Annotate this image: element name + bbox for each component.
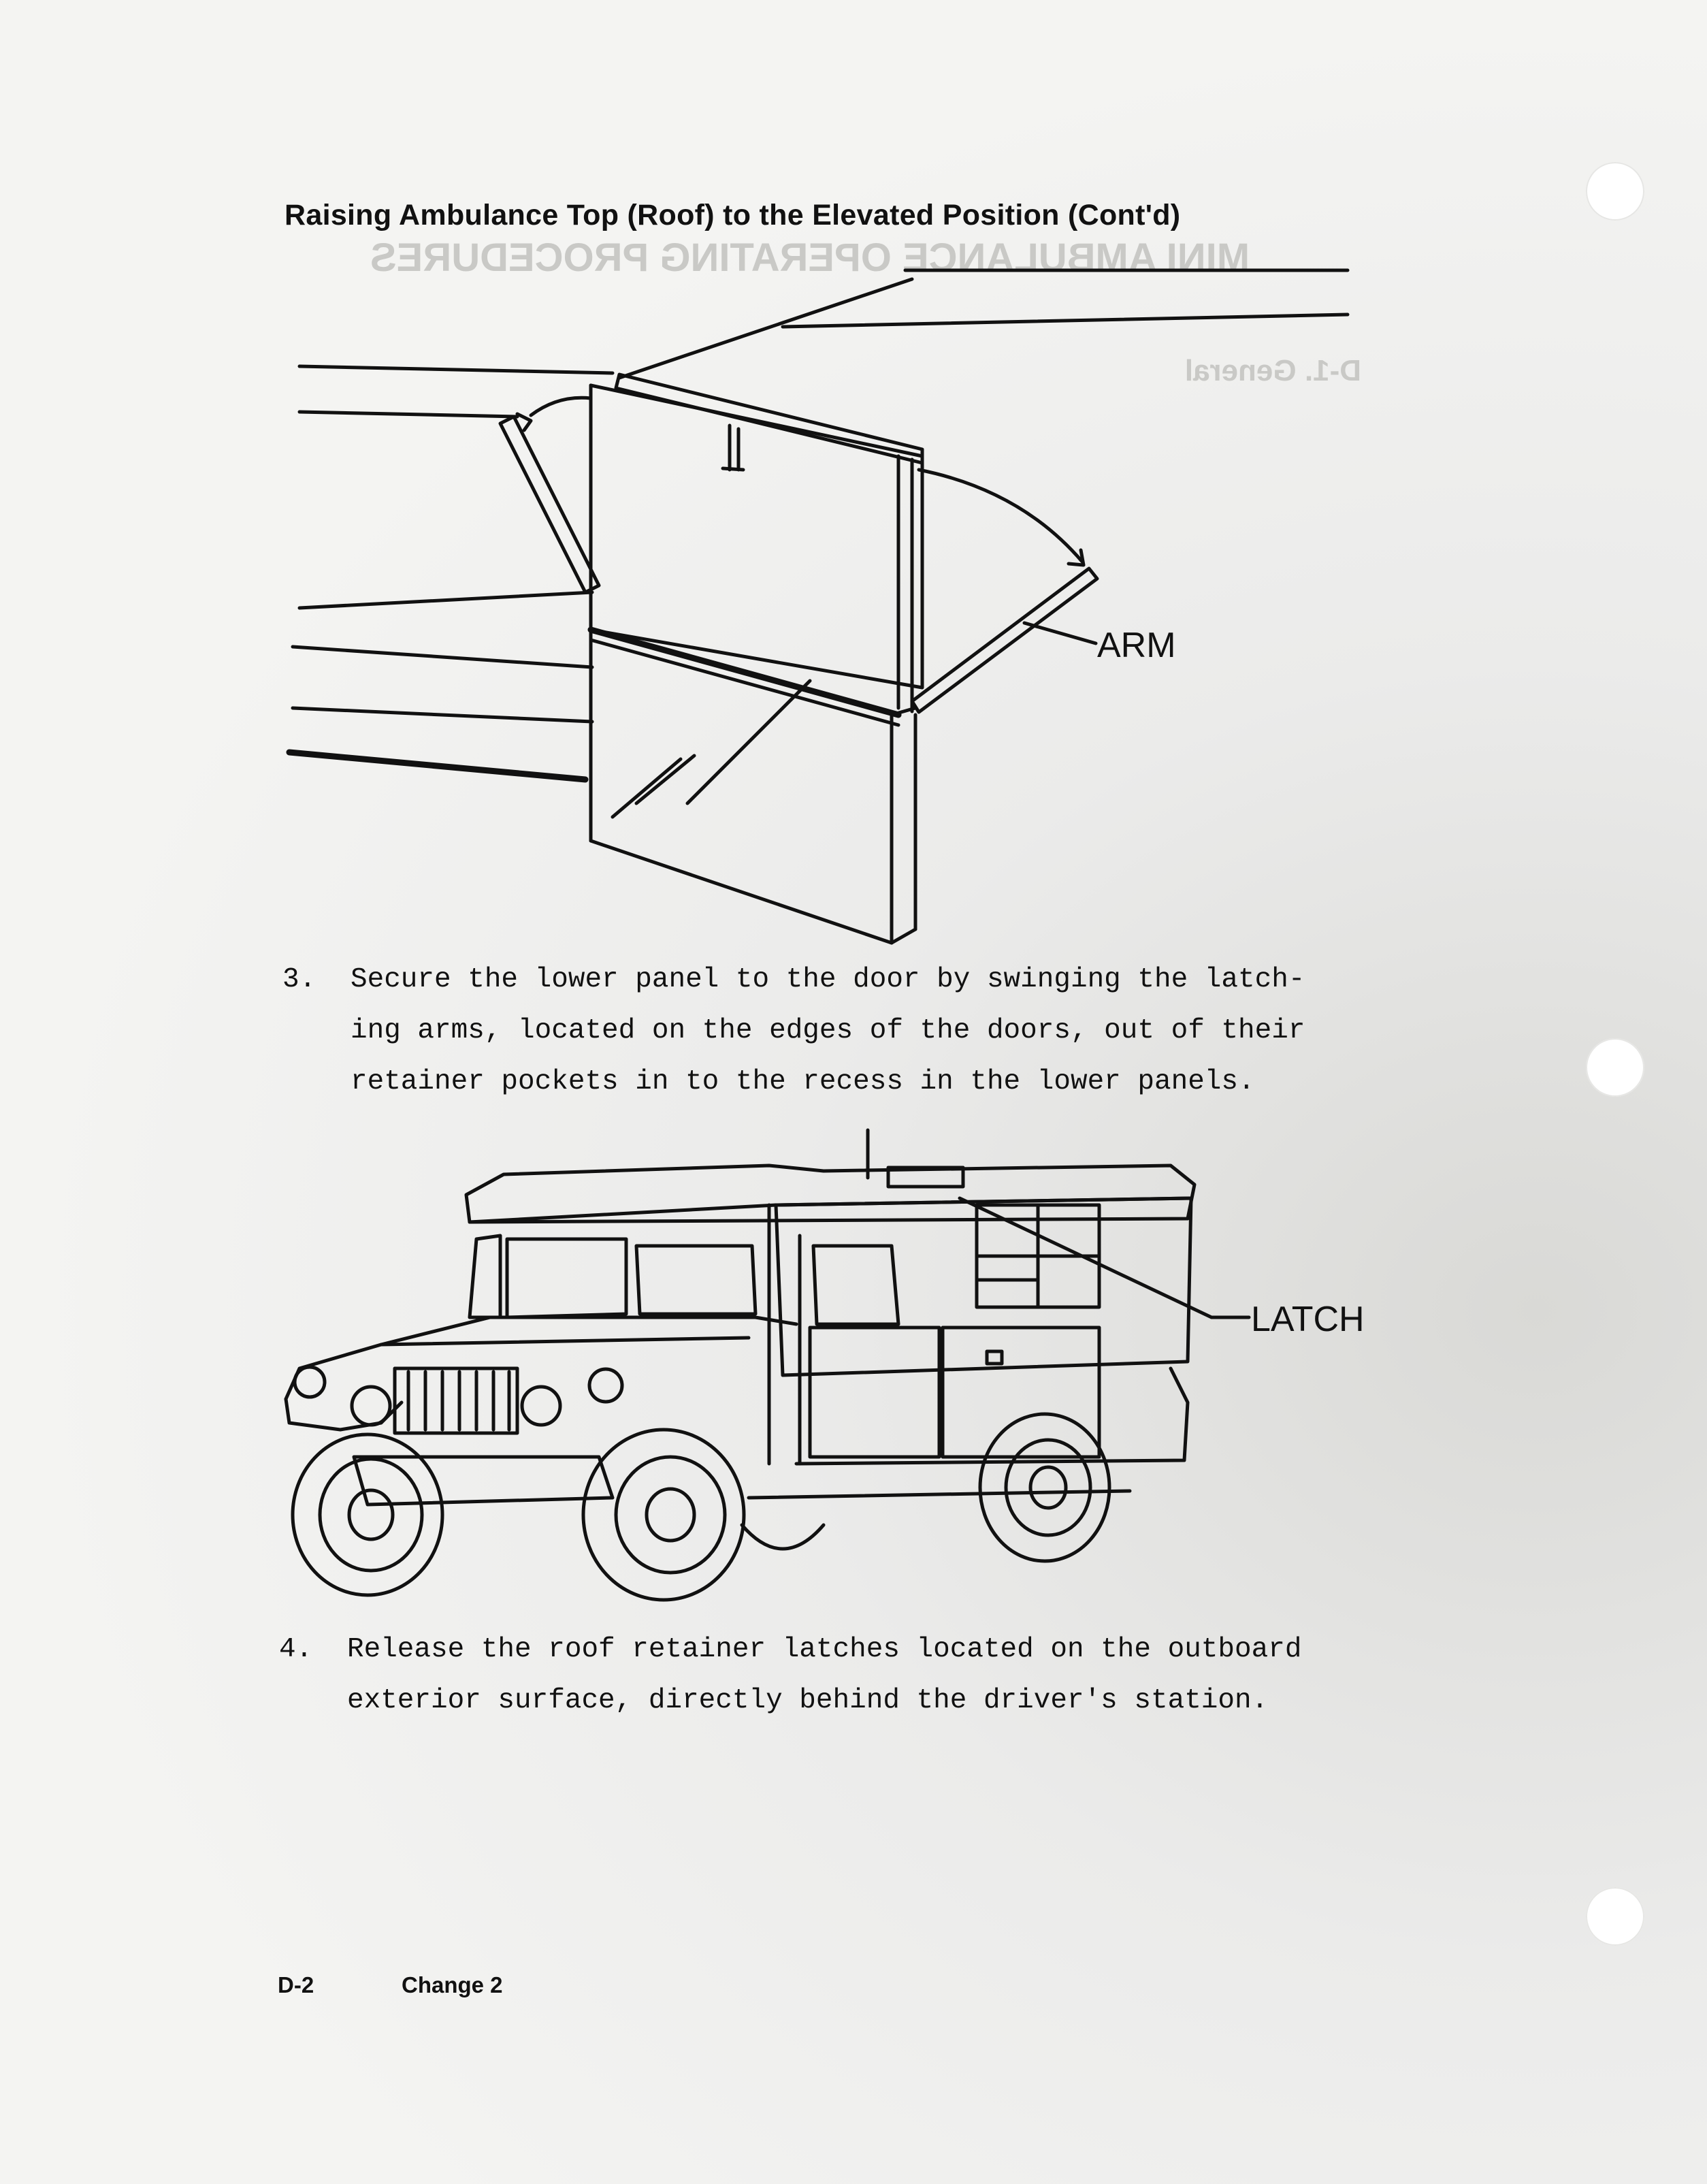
step-number: 4. (279, 1634, 313, 1665)
bleed-through-heading: MINI AMBULANCE OPERATING PROCEDURES (370, 236, 1250, 280)
page-title: Raising Ambulance Top (Roof) to the Elevated Position (Cont'd) (284, 199, 1181, 231)
bleed-through-section: D-1. General (1184, 354, 1361, 387)
step-text-line: Secure the lower panel to the door by swinging the latch- (351, 964, 1305, 995)
step-4 (279, 1624, 1395, 1733)
step-text-line: Release the roof retainer latches located on the outboard (347, 1634, 1302, 1665)
step-text-line: exterior surface, directly behind the driver's station. (347, 1685, 1269, 1716)
change-note: Change 2 (402, 1972, 503, 1997)
step-number: 3. (282, 964, 316, 995)
step-text-line: ing arms, located on the edges of the doors, out of their (351, 1015, 1305, 1046)
latch-label: LATCH (1251, 1300, 1365, 1339)
arm-label: ARM (1097, 626, 1176, 665)
step-text-line: retainer pockets in to the recess in the lower panels. (351, 1066, 1255, 1097)
page-id: D-2 (278, 1972, 314, 1997)
